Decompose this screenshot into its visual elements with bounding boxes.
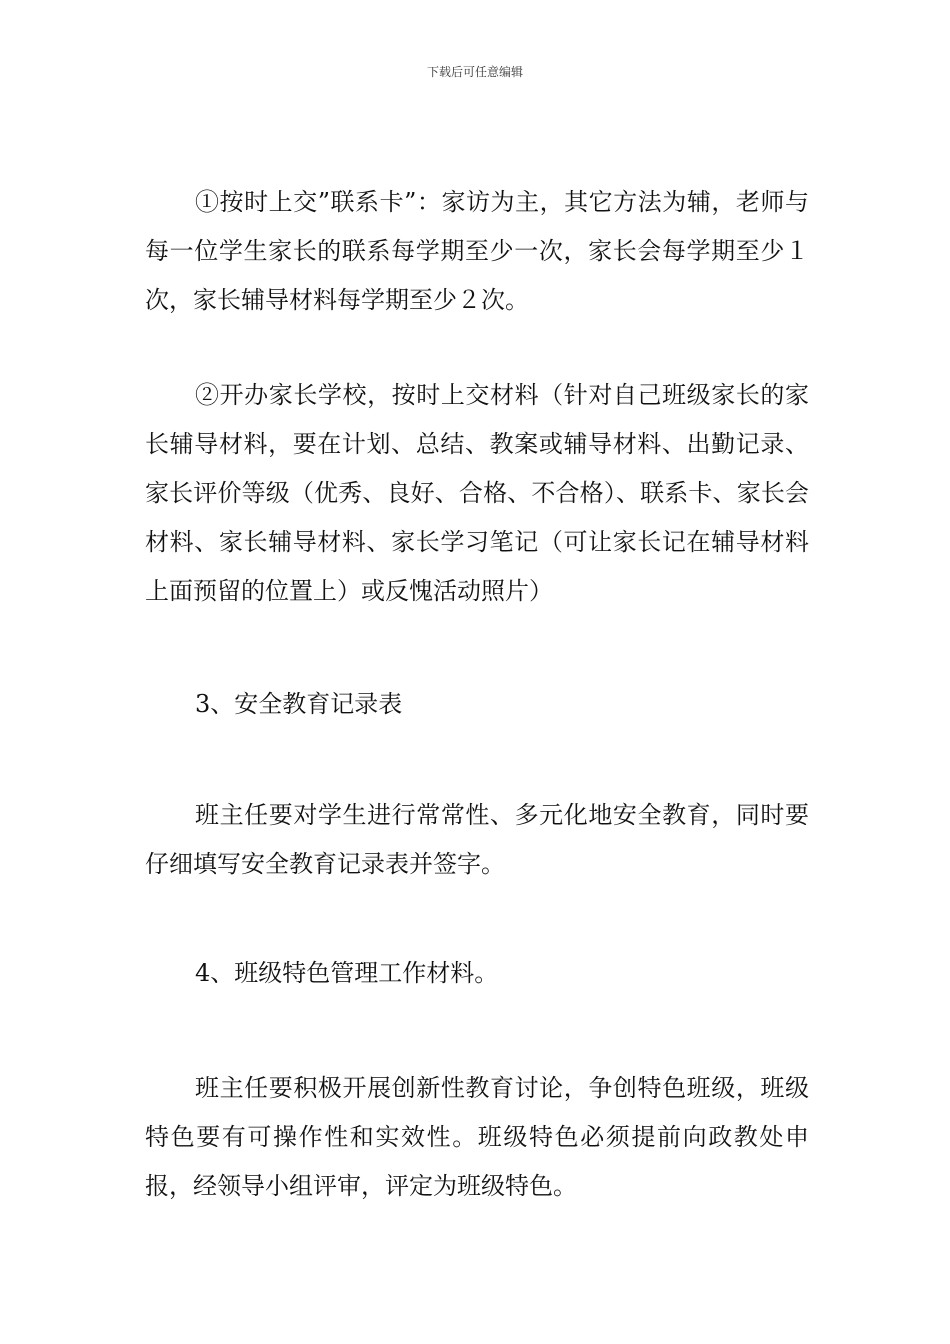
section-heading-safety-record: 3、安全教育记录表 (195, 690, 403, 718)
section-heading-class-feature: 4、班级特色管理工作材料。 (195, 959, 499, 987)
paragraph-parent-school: ②开办家长学校，按时上交材料（针对自己班级家长的家长辅导材料，要在计划、总结、教案或辅导材料、出勤记录、家长评价等级（优秀、良好、合格、不合格）、联系卡、家长会材料、家长辅导材料、家长学习笔记（可让家长记在辅导材料上面预留的位置上）或反愧活动照片） (145, 381, 809, 605)
paragraph-safety-education: 班主任要对学生进行常常性、多元化地安全教育，同时要仔细填写安全教育记录表并签字。 (145, 801, 809, 878)
paragraph-contact-card: ①按时上交”联系卡”：家访为主，其它方法为辅，老师与每一位学生家长的联系每学期至少一次，家长会每学期至少１次，家长辅导材料每学期至少２次。 (145, 188, 809, 314)
page-header: 下载后可任意编辑 (426, 65, 523, 79)
document-body (145, 178, 809, 1211)
paragraph-class-feature: 班主任要积极开展创新性教育讨论，争创特色班级，班级特色要有可操作性和实效性。班级特色必须提前向政教处申报，经领导小组评审，评定为班级特色。 (145, 1074, 809, 1200)
